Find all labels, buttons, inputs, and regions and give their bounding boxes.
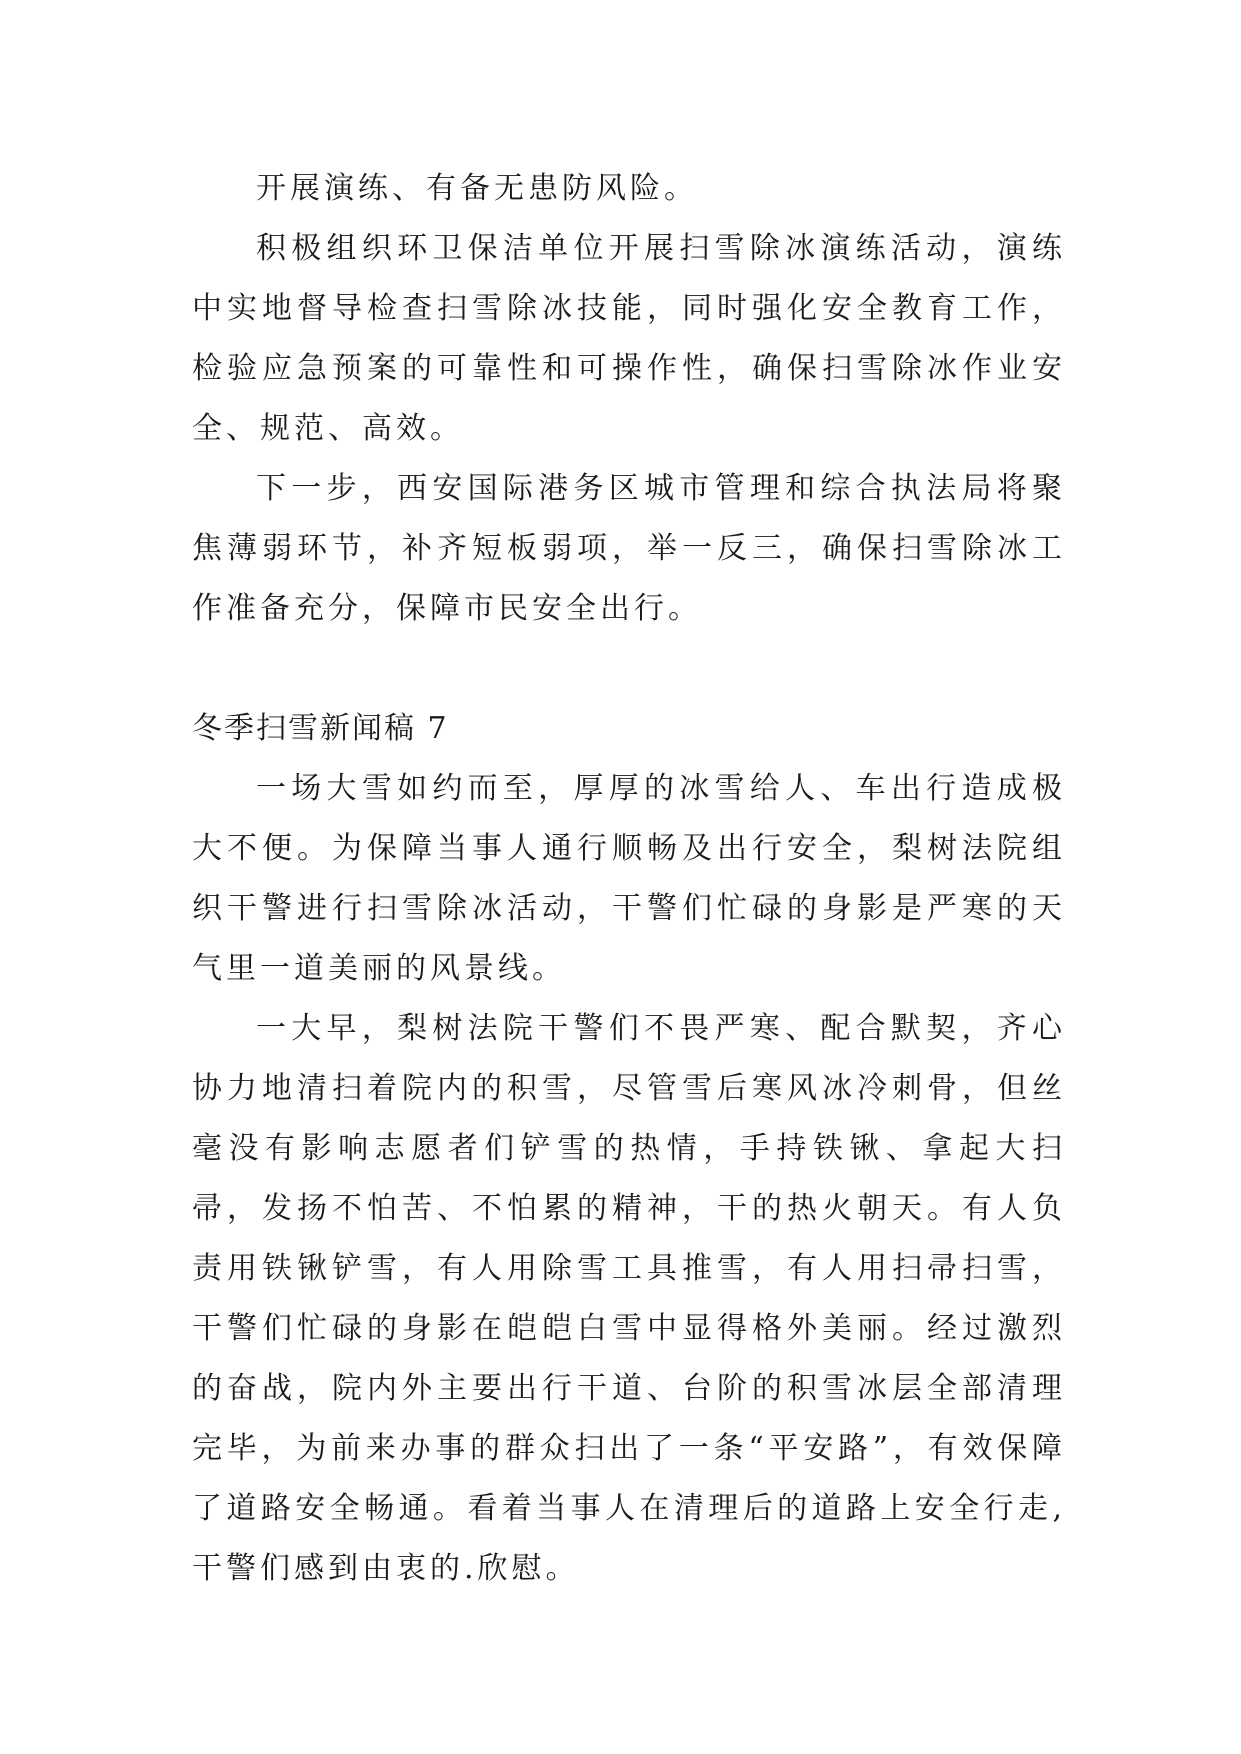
paragraph-drill: 积极组织环卫保洁单位开展扫雪除冰演练活动，演练中实地督导检查扫雪除冰技能，同时强化安全教育工作，检验应急预案的可靠性和可操作性，确保扫雪除冰作业安全、规范、高效。 (192, 231, 1066, 446)
section-subheading: 开展演练、有备无患防风险。 (256, 171, 698, 206)
article-title: 冬季扫雪新闻稿 7 (192, 711, 449, 746)
document-body (192, 159, 1066, 1599)
section-divider-space (192, 639, 1066, 699)
paragraph-intro: 一场大雪如约而至，厚厚的冰雪给人、车出行造成极大不便。为保障当事人通行顺畅及出行安全，梨树法院组织干警进行扫雪除冰活动，干警们忙碌的身影是严寒的天气里一道美丽的风景线。 (192, 771, 1066, 986)
paragraph-body: 一大早，梨树法院干警们不畏严寒、配合默契，齐心协力地清扫着院内的积雪，尽管雪后寒风冰冷刺骨，但丝毫没有影响志愿者们铲雪的热情，手持铁锹、拿起大扫帚，发扬不怕苦、不怕累的精神，干的热火朝天。有人负责用铁锹铲雪，有人用除雪工具推雪，有人用扫帚扫雪，干警们忙碌的身影在皑皑白雪中显得格外美丽。经过激烈的奋战，院内外主要出行干道、台阶的积雪冰层全部清理完毕，为前来办事的群众扫出了一条“平安路”，有效保障了道路安全畅通。看着当事人在清理后的道路上安全行走,干警们感到由衷的.欣慰。 (192, 1011, 1066, 1586)
paragraph-next-step: 下一步，西安国际港务区城市管理和综合执法局将聚焦薄弱环节，补齐短板弱项，举一反三，确保扫雪除冰工作准备充分，保障市民安全出行。 (192, 471, 1066, 626)
